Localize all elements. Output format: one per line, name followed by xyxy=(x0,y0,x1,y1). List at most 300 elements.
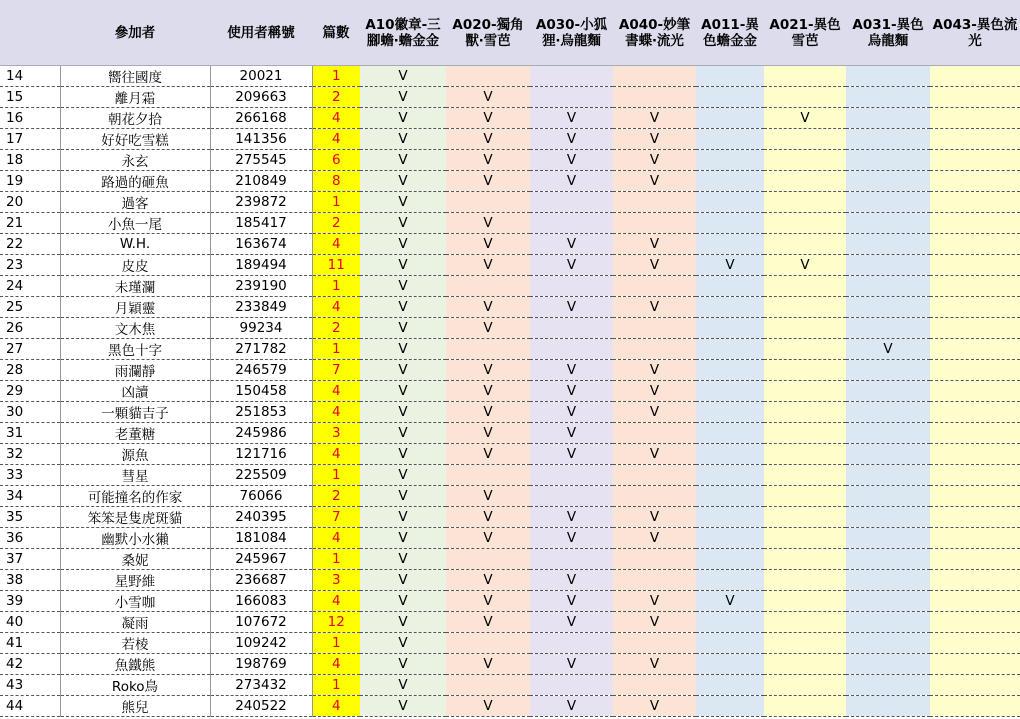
row-number-cell[interactable]: 25 xyxy=(0,297,60,318)
badge-a030-cell[interactable]: V xyxy=(530,171,613,192)
badge-a040-cell[interactable]: V xyxy=(613,297,696,318)
badge-a011-cell[interactable] xyxy=(696,612,764,633)
participant-name-cell[interactable]: 文木焦 xyxy=(60,318,210,339)
badge-a011-cell[interactable] xyxy=(696,675,764,696)
badge-a021-cell[interactable] xyxy=(764,549,846,570)
badge-a043-cell[interactable] xyxy=(930,675,1020,696)
badge-a040-cell[interactable] xyxy=(613,339,696,360)
badge-a020-cell[interactable] xyxy=(446,633,530,654)
participant-name-cell[interactable]: 黑色十字 xyxy=(60,339,210,360)
badge-a011-cell[interactable] xyxy=(696,549,764,570)
article-count-cell[interactable]: 4 xyxy=(312,444,360,465)
badge-a040-cell[interactable] xyxy=(613,66,696,87)
badge-a040-cell[interactable]: V xyxy=(613,654,696,675)
badge-a10-cell[interactable]: V xyxy=(360,696,446,717)
badge-a011-cell[interactable] xyxy=(696,339,764,360)
badge-a020-cell[interactable]: V xyxy=(446,297,530,318)
badge-a040-cell[interactable] xyxy=(613,318,696,339)
badge-a030-cell[interactable] xyxy=(530,633,613,654)
participant-name-cell[interactable]: 凝雨 xyxy=(60,612,210,633)
badge-a011-cell[interactable] xyxy=(696,444,764,465)
user-id-cell[interactable]: 246579 xyxy=(210,360,312,381)
participant-name-cell[interactable]: 嚮往國度 xyxy=(60,66,210,87)
badge-a043-cell[interactable] xyxy=(930,570,1020,591)
badge-a10-cell[interactable]: V xyxy=(360,234,446,255)
participant-name-cell[interactable]: 雨瀾靜 xyxy=(60,360,210,381)
badge-a020-cell[interactable]: V xyxy=(446,423,530,444)
badge-a10-cell[interactable]: V xyxy=(360,87,446,108)
badge-a030-cell[interactable] xyxy=(530,465,613,486)
participant-name-cell[interactable]: 凶讀 xyxy=(60,381,210,402)
badge-a043-cell[interactable] xyxy=(930,339,1020,360)
row-number-cell[interactable]: 27 xyxy=(0,339,60,360)
badge-a031-cell[interactable] xyxy=(846,633,930,654)
row-number-cell[interactable]: 40 xyxy=(0,612,60,633)
row-number-cell[interactable]: 17 xyxy=(0,129,60,150)
badge-a040-cell[interactable]: V xyxy=(613,612,696,633)
participant-name-cell[interactable]: W.H. xyxy=(60,234,210,255)
badge-a030-cell[interactable] xyxy=(530,675,613,696)
badge-a043-cell[interactable] xyxy=(930,486,1020,507)
article-count-cell[interactable]: 1 xyxy=(312,66,360,87)
user-id-cell[interactable]: 76066 xyxy=(210,486,312,507)
badge-a031-cell[interactable] xyxy=(846,87,930,108)
row-number-cell[interactable]: 29 xyxy=(0,381,60,402)
badge-a021-cell[interactable] xyxy=(764,591,846,612)
badge-a021-cell[interactable] xyxy=(764,507,846,528)
row-number-cell[interactable]: 32 xyxy=(0,444,60,465)
badge-a031-cell[interactable] xyxy=(846,276,930,297)
badge-a10-cell[interactable]: V xyxy=(360,633,446,654)
badge-a031-cell[interactable] xyxy=(846,402,930,423)
badge-a020-cell[interactable] xyxy=(446,276,530,297)
badge-a021-cell[interactable] xyxy=(764,444,846,465)
participant-name-cell[interactable]: 幽默小水獺 xyxy=(60,528,210,549)
badge-a043-cell[interactable] xyxy=(930,549,1020,570)
row-number-cell[interactable]: 22 xyxy=(0,234,60,255)
badge-a10-cell[interactable]: V xyxy=(360,675,446,696)
badge-a040-cell[interactable] xyxy=(613,465,696,486)
user-id-cell[interactable]: 198769 xyxy=(210,654,312,675)
badge-a10-cell[interactable]: V xyxy=(360,66,446,87)
user-id-cell[interactable]: 189494 xyxy=(210,255,312,276)
badge-a10-cell[interactable]: V xyxy=(360,360,446,381)
badge-a10-cell[interactable]: V xyxy=(360,276,446,297)
badge-a043-cell[interactable] xyxy=(930,360,1020,381)
article-count-cell[interactable]: 1 xyxy=(312,465,360,486)
user-id-cell[interactable]: 141356 xyxy=(210,129,312,150)
row-number-cell[interactable]: 14 xyxy=(0,66,60,87)
badge-a031-cell[interactable] xyxy=(846,381,930,402)
badge-a10-cell[interactable]: V xyxy=(360,150,446,171)
participant-name-cell[interactable]: 桑妮 xyxy=(60,549,210,570)
badge-a021-cell[interactable] xyxy=(764,360,846,381)
badge-a031-cell[interactable] xyxy=(846,591,930,612)
badge-a021-cell[interactable] xyxy=(764,171,846,192)
user-id-cell[interactable]: 163674 xyxy=(210,234,312,255)
badge-a020-cell[interactable]: V xyxy=(446,402,530,423)
badge-a040-cell[interactable]: V xyxy=(613,360,696,381)
participant-name-cell[interactable]: 老董糖 xyxy=(60,423,210,444)
user-id-cell[interactable]: 121716 xyxy=(210,444,312,465)
badge-a021-cell[interactable] xyxy=(764,654,846,675)
participant-name-cell[interactable]: 路過的砸魚 xyxy=(60,171,210,192)
participant-name-cell[interactable]: 笨笨是隻虎斑貓 xyxy=(60,507,210,528)
badge-a030-cell[interactable] xyxy=(530,339,613,360)
badge-a020-cell[interactable] xyxy=(446,675,530,696)
badge-a011-cell[interactable] xyxy=(696,213,764,234)
badge-a020-cell[interactable]: V xyxy=(446,360,530,381)
badge-a020-cell[interactable] xyxy=(446,66,530,87)
badge-a031-cell[interactable] xyxy=(846,549,930,570)
badge-a031-cell[interactable] xyxy=(846,234,930,255)
badge-a043-cell[interactable] xyxy=(930,465,1020,486)
row-number-cell[interactable]: 31 xyxy=(0,423,60,444)
article-count-cell[interactable]: 3 xyxy=(312,570,360,591)
row-number-cell[interactable]: 18 xyxy=(0,150,60,171)
badge-a10-cell[interactable]: V xyxy=(360,297,446,318)
badge-a031-cell[interactable] xyxy=(846,528,930,549)
participant-name-cell[interactable]: 熊兒 xyxy=(60,696,210,717)
badge-a10-cell[interactable]: V xyxy=(360,612,446,633)
badge-a040-cell[interactable] xyxy=(613,486,696,507)
badge-a021-cell[interactable] xyxy=(764,423,846,444)
article-count-cell[interactable]: 1 xyxy=(312,339,360,360)
column-header-11[interactable]: A043-異色流光 xyxy=(930,0,1020,66)
column-header-7[interactable]: A040-妙筆書蝶‧流光 xyxy=(613,0,696,66)
column-header-0[interactable] xyxy=(0,0,60,66)
badge-a040-cell[interactable]: V xyxy=(613,381,696,402)
badge-a020-cell[interactable]: V xyxy=(446,171,530,192)
badge-a020-cell[interactable]: V xyxy=(446,381,530,402)
badge-a030-cell[interactable]: V xyxy=(530,402,613,423)
row-number-cell[interactable]: 44 xyxy=(0,696,60,717)
badge-a10-cell[interactable]: V xyxy=(360,507,446,528)
badge-a011-cell[interactable] xyxy=(696,507,764,528)
article-count-cell[interactable]: 12 xyxy=(312,612,360,633)
badge-a020-cell[interactable]: V xyxy=(446,696,530,717)
badge-a031-cell[interactable] xyxy=(846,465,930,486)
badge-a031-cell[interactable]: V xyxy=(846,339,930,360)
badge-a040-cell[interactable]: V xyxy=(613,255,696,276)
user-id-cell[interactable]: 210849 xyxy=(210,171,312,192)
article-count-cell[interactable]: 2 xyxy=(312,87,360,108)
article-count-cell[interactable]: 11 xyxy=(312,255,360,276)
user-id-cell[interactable]: 240395 xyxy=(210,507,312,528)
participant-name-cell[interactable]: 可能撞名的作家 xyxy=(60,486,210,507)
badge-a040-cell[interactable]: V xyxy=(613,444,696,465)
badge-a011-cell[interactable] xyxy=(696,633,764,654)
article-count-cell[interactable]: 1 xyxy=(312,276,360,297)
badge-a10-cell[interactable]: V xyxy=(360,465,446,486)
badge-a031-cell[interactable] xyxy=(846,612,930,633)
user-id-cell[interactable]: 271782 xyxy=(210,339,312,360)
badge-a021-cell[interactable] xyxy=(764,486,846,507)
user-id-cell[interactable]: 107672 xyxy=(210,612,312,633)
article-count-cell[interactable]: 3 xyxy=(312,423,360,444)
article-count-cell[interactable]: 2 xyxy=(312,213,360,234)
badge-a10-cell[interactable]: V xyxy=(360,255,446,276)
user-id-cell[interactable]: 99234 xyxy=(210,318,312,339)
column-header-9[interactable]: A021-異色雪芭 xyxy=(764,0,846,66)
badge-a040-cell[interactable] xyxy=(613,423,696,444)
article-count-cell[interactable]: 4 xyxy=(312,402,360,423)
participant-name-cell[interactable]: 星野維 xyxy=(60,570,210,591)
row-number-cell[interactable]: 19 xyxy=(0,171,60,192)
badge-a020-cell[interactable]: V xyxy=(446,108,530,129)
badge-a043-cell[interactable] xyxy=(930,150,1020,171)
user-id-cell[interactable]: 245967 xyxy=(210,549,312,570)
badge-a10-cell[interactable]: V xyxy=(360,402,446,423)
participant-name-cell[interactable]: 小雪咖 xyxy=(60,591,210,612)
participant-name-cell[interactable]: 月穎靈 xyxy=(60,297,210,318)
badge-a040-cell[interactable]: V xyxy=(613,108,696,129)
badge-a10-cell[interactable]: V xyxy=(360,444,446,465)
user-id-cell[interactable]: 240522 xyxy=(210,696,312,717)
row-number-cell[interactable]: 24 xyxy=(0,276,60,297)
badge-a011-cell[interactable] xyxy=(696,570,764,591)
badge-a031-cell[interactable] xyxy=(846,696,930,717)
row-number-cell[interactable]: 16 xyxy=(0,108,60,129)
badge-a043-cell[interactable] xyxy=(930,297,1020,318)
user-id-cell[interactable]: 150458 xyxy=(210,381,312,402)
participant-name-cell[interactable]: 源魚 xyxy=(60,444,210,465)
article-count-cell[interactable]: 4 xyxy=(312,297,360,318)
badge-a021-cell[interactable] xyxy=(764,402,846,423)
badge-a011-cell[interactable] xyxy=(696,234,764,255)
badge-a043-cell[interactable] xyxy=(930,591,1020,612)
badge-a030-cell[interactable]: V xyxy=(530,129,613,150)
participant-name-cell[interactable]: 皮皮 xyxy=(60,255,210,276)
badge-a040-cell[interactable] xyxy=(613,276,696,297)
badge-a043-cell[interactable] xyxy=(930,318,1020,339)
participant-name-cell[interactable]: Roko鳥 xyxy=(60,675,210,696)
badge-a040-cell[interactable] xyxy=(613,549,696,570)
badge-a031-cell[interactable] xyxy=(846,255,930,276)
article-count-cell[interactable]: 1 xyxy=(312,549,360,570)
row-number-cell[interactable]: 42 xyxy=(0,654,60,675)
badge-a021-cell[interactable] xyxy=(764,633,846,654)
badge-a043-cell[interactable] xyxy=(930,654,1020,675)
badge-a030-cell[interactable]: V xyxy=(530,234,613,255)
article-count-cell[interactable]: 1 xyxy=(312,675,360,696)
badge-a040-cell[interactable]: V xyxy=(613,507,696,528)
badge-a043-cell[interactable] xyxy=(930,444,1020,465)
badge-a031-cell[interactable] xyxy=(846,66,930,87)
badge-a011-cell[interactable]: V xyxy=(696,255,764,276)
badge-a040-cell[interactable] xyxy=(613,87,696,108)
badge-a021-cell[interactable] xyxy=(764,276,846,297)
badge-a011-cell[interactable] xyxy=(696,318,764,339)
badge-a030-cell[interactable] xyxy=(530,87,613,108)
badge-a031-cell[interactable] xyxy=(846,171,930,192)
badge-a030-cell[interactable] xyxy=(530,213,613,234)
badge-a011-cell[interactable] xyxy=(696,465,764,486)
badge-a020-cell[interactable]: V xyxy=(446,612,530,633)
user-id-cell[interactable]: 166083 xyxy=(210,591,312,612)
badge-a020-cell[interactable] xyxy=(446,549,530,570)
badge-a040-cell[interactable]: V xyxy=(613,696,696,717)
badge-a031-cell[interactable] xyxy=(846,423,930,444)
badge-a011-cell[interactable] xyxy=(696,171,764,192)
user-id-cell[interactable]: 181084 xyxy=(210,528,312,549)
badge-a030-cell[interactable]: V xyxy=(530,255,613,276)
badge-a020-cell[interactable]: V xyxy=(446,213,530,234)
badge-a030-cell[interactable]: V xyxy=(530,423,613,444)
badge-a011-cell[interactable] xyxy=(696,486,764,507)
badge-a030-cell[interactable]: V xyxy=(530,108,613,129)
row-number-cell[interactable]: 36 xyxy=(0,528,60,549)
badge-a021-cell[interactable]: V xyxy=(764,255,846,276)
column-header-1[interactable]: 參加者 xyxy=(60,0,210,66)
badge-a040-cell[interactable] xyxy=(613,675,696,696)
row-number-cell[interactable]: 33 xyxy=(0,465,60,486)
article-count-cell[interactable]: 4 xyxy=(312,528,360,549)
badge-a10-cell[interactable]: V xyxy=(360,171,446,192)
row-number-cell[interactable]: 15 xyxy=(0,87,60,108)
badge-a043-cell[interactable] xyxy=(930,87,1020,108)
badge-a021-cell[interactable] xyxy=(764,192,846,213)
badge-a031-cell[interactable] xyxy=(846,675,930,696)
article-count-cell[interactable]: 2 xyxy=(312,486,360,507)
badge-a043-cell[interactable] xyxy=(930,423,1020,444)
badge-a020-cell[interactable]: V xyxy=(446,318,530,339)
column-header-3[interactable]: 篇數 xyxy=(312,0,360,66)
badge-a021-cell[interactable] xyxy=(764,150,846,171)
badge-a031-cell[interactable] xyxy=(846,360,930,381)
badge-a021-cell[interactable] xyxy=(764,465,846,486)
badge-a030-cell[interactable]: V xyxy=(530,444,613,465)
badge-a10-cell[interactable]: V xyxy=(360,486,446,507)
badge-a040-cell[interactable] xyxy=(613,570,696,591)
badge-a031-cell[interactable] xyxy=(846,213,930,234)
badge-a030-cell[interactable] xyxy=(530,192,613,213)
row-number-cell[interactable]: 26 xyxy=(0,318,60,339)
badge-a040-cell[interactable] xyxy=(613,633,696,654)
row-number-cell[interactable]: 34 xyxy=(0,486,60,507)
article-count-cell[interactable]: 4 xyxy=(312,129,360,150)
badge-a10-cell[interactable]: V xyxy=(360,528,446,549)
participant-name-cell[interactable]: 彗星 xyxy=(60,465,210,486)
article-count-cell[interactable]: 6 xyxy=(312,150,360,171)
user-id-cell[interactable]: 273432 xyxy=(210,675,312,696)
participant-name-cell[interactable]: 過客 xyxy=(60,192,210,213)
user-id-cell[interactable]: 109242 xyxy=(210,633,312,654)
user-id-cell[interactable]: 233849 xyxy=(210,297,312,318)
badge-a10-cell[interactable]: V xyxy=(360,381,446,402)
badge-a043-cell[interactable] xyxy=(930,276,1020,297)
badge-a021-cell[interactable] xyxy=(764,87,846,108)
badge-a043-cell[interactable] xyxy=(930,381,1020,402)
badge-a040-cell[interactable]: V xyxy=(613,129,696,150)
column-header-4[interactable]: A10徽章-三腳蟾‧蟾金金 xyxy=(360,0,446,66)
badge-a031-cell[interactable] xyxy=(846,297,930,318)
badge-a021-cell[interactable] xyxy=(764,234,846,255)
user-id-cell[interactable]: 239190 xyxy=(210,276,312,297)
badge-a021-cell[interactable] xyxy=(764,675,846,696)
row-number-cell[interactable]: 43 xyxy=(0,675,60,696)
row-number-cell[interactable]: 28 xyxy=(0,360,60,381)
badge-a030-cell[interactable]: V xyxy=(530,360,613,381)
badge-a043-cell[interactable] xyxy=(930,192,1020,213)
column-header-8[interactable]: A011-異色蟾金金 xyxy=(696,0,764,66)
badge-a020-cell[interactable] xyxy=(446,192,530,213)
participant-name-cell[interactable]: 一顆貓吉子 xyxy=(60,402,210,423)
badge-a021-cell[interactable] xyxy=(764,213,846,234)
badge-a043-cell[interactable] xyxy=(930,108,1020,129)
badge-a10-cell[interactable]: V xyxy=(360,318,446,339)
badge-a020-cell[interactable]: V xyxy=(446,87,530,108)
participant-name-cell[interactable]: 小魚一尾 xyxy=(60,213,210,234)
badge-a011-cell[interactable] xyxy=(696,129,764,150)
badge-a043-cell[interactable] xyxy=(930,234,1020,255)
badge-a10-cell[interactable]: V xyxy=(360,129,446,150)
badge-a030-cell[interactable]: V xyxy=(530,528,613,549)
badge-a030-cell[interactable] xyxy=(530,318,613,339)
badge-a021-cell[interactable] xyxy=(764,612,846,633)
badge-a10-cell[interactable]: V xyxy=(360,549,446,570)
badge-a031-cell[interactable] xyxy=(846,507,930,528)
badge-a030-cell[interactable] xyxy=(530,276,613,297)
badge-a030-cell[interactable]: V xyxy=(530,570,613,591)
badge-a011-cell[interactable] xyxy=(696,276,764,297)
badge-a020-cell[interactable]: V xyxy=(446,654,530,675)
badge-a043-cell[interactable] xyxy=(930,696,1020,717)
badge-a011-cell[interactable] xyxy=(696,66,764,87)
badge-a030-cell[interactable]: V xyxy=(530,591,613,612)
badge-a10-cell[interactable]: V xyxy=(360,339,446,360)
badge-a021-cell[interactable] xyxy=(764,66,846,87)
badge-a043-cell[interactable] xyxy=(930,402,1020,423)
user-id-cell[interactable]: 239872 xyxy=(210,192,312,213)
badge-a040-cell[interactable]: V xyxy=(613,591,696,612)
badge-a030-cell[interactable]: V xyxy=(530,150,613,171)
user-id-cell[interactable]: 251853 xyxy=(210,402,312,423)
badge-a011-cell[interactable] xyxy=(696,528,764,549)
row-number-cell[interactable]: 35 xyxy=(0,507,60,528)
badge-a031-cell[interactable] xyxy=(846,129,930,150)
badge-a021-cell[interactable] xyxy=(764,528,846,549)
badge-a031-cell[interactable] xyxy=(846,570,930,591)
participant-name-cell[interactable]: 魚鐵熊 xyxy=(60,654,210,675)
article-count-cell[interactable]: 7 xyxy=(312,360,360,381)
badge-a10-cell[interactable]: V xyxy=(360,591,446,612)
badge-a040-cell[interactable]: V xyxy=(613,171,696,192)
article-count-cell[interactable]: 1 xyxy=(312,633,360,654)
badge-a021-cell[interactable]: V xyxy=(764,108,846,129)
article-count-cell[interactable]: 4 xyxy=(312,654,360,675)
badge-a043-cell[interactable] xyxy=(930,171,1020,192)
column-header-6[interactable]: A030-小狐狸‧烏龍麵 xyxy=(530,0,613,66)
badge-a011-cell[interactable] xyxy=(696,150,764,171)
badge-a030-cell[interactable] xyxy=(530,486,613,507)
badge-a011-cell[interactable] xyxy=(696,381,764,402)
badge-a040-cell[interactable]: V xyxy=(613,234,696,255)
badge-a031-cell[interactable] xyxy=(846,318,930,339)
badge-a011-cell[interactable]: V xyxy=(696,591,764,612)
badge-a10-cell[interactable]: V xyxy=(360,108,446,129)
article-count-cell[interactable]: 4 xyxy=(312,381,360,402)
participant-name-cell[interactable]: 永玄 xyxy=(60,150,210,171)
badge-a043-cell[interactable] xyxy=(930,528,1020,549)
badge-a011-cell[interactable] xyxy=(696,87,764,108)
badge-a011-cell[interactable] xyxy=(696,696,764,717)
badge-a043-cell[interactable] xyxy=(930,633,1020,654)
row-number-cell[interactable]: 23 xyxy=(0,255,60,276)
badge-a043-cell[interactable] xyxy=(930,129,1020,150)
badge-a020-cell[interactable]: V xyxy=(446,234,530,255)
participant-name-cell[interactable]: 朝花夕拾 xyxy=(60,108,210,129)
